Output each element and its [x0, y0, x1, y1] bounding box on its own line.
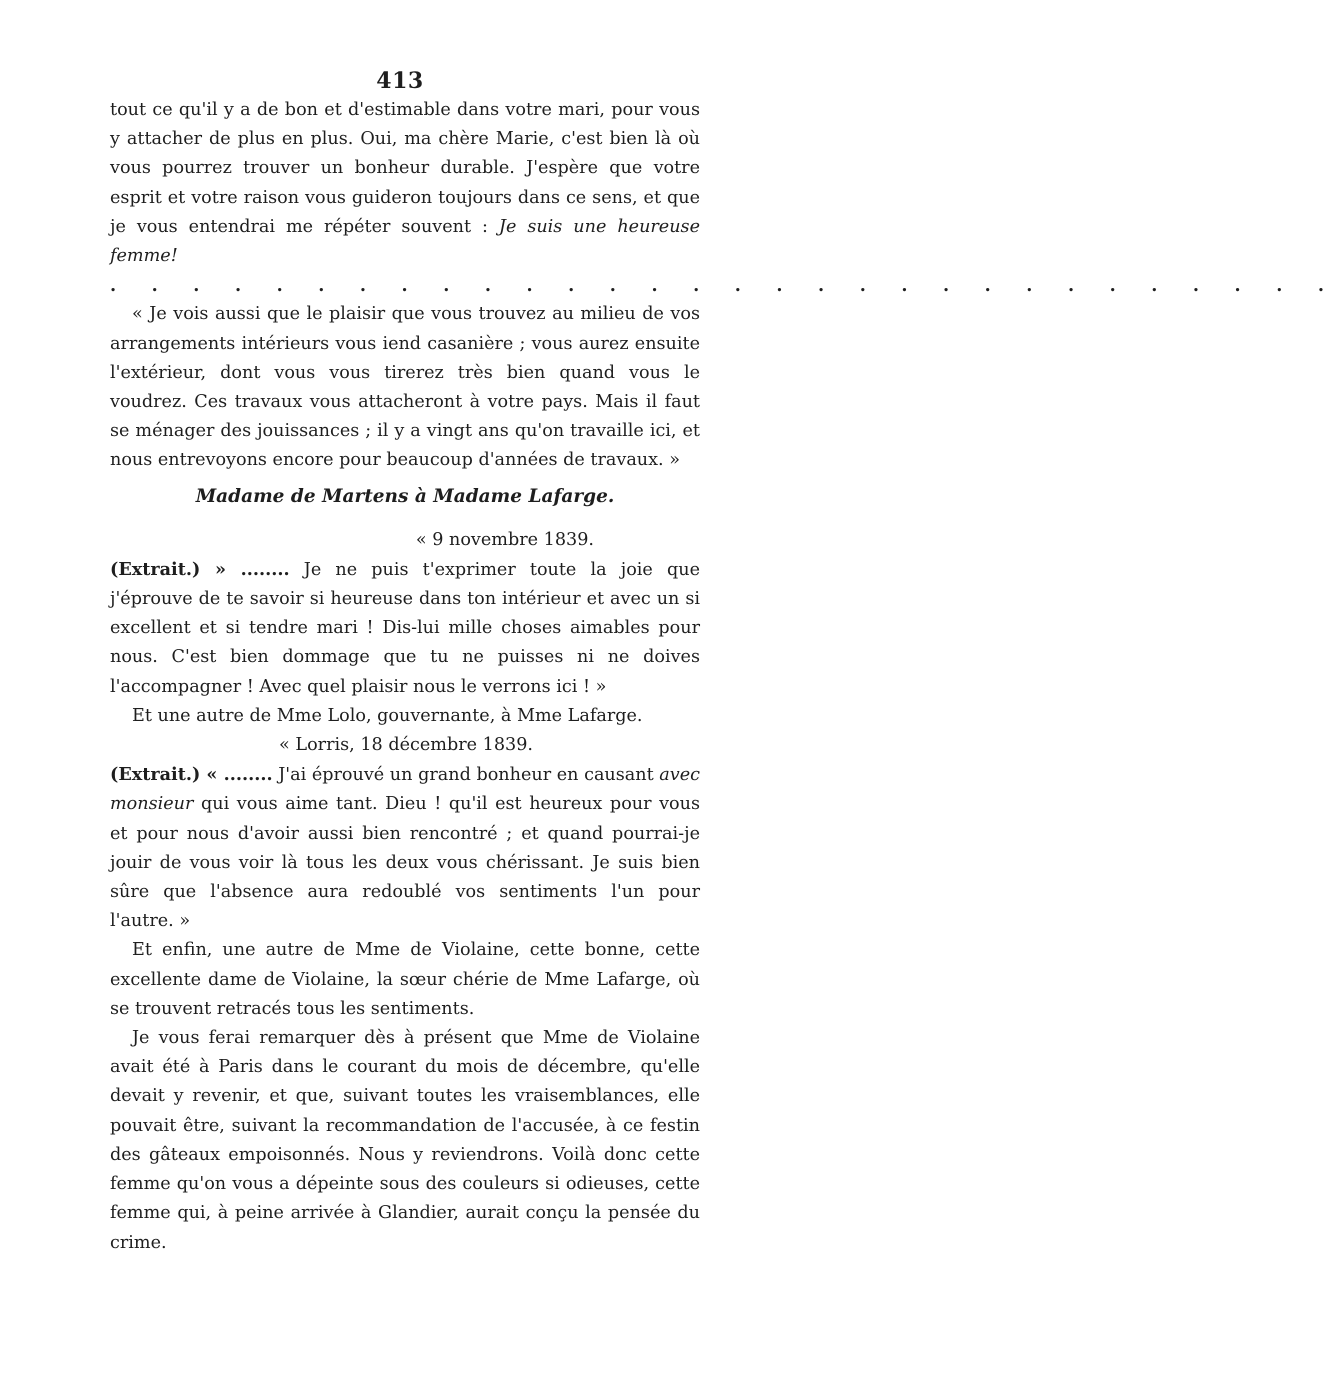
extract-text: Je ne puis t'exprimer toute la joie que j'éprouve de te savoir si heureuse dans ton intérieur et avec un si excellent et si tendre mari ! Dis-lui mille choses aimables pour nous. C'est bien dommage que tu ne puisses ni ne doives l'accompagner ! Avec quel plaisir nous le verrons ici ! »: [110, 559, 700, 697]
paragraph-intro: Et une autre de Mme Lolo, gouvernante, à Mme Lafarge.: [132, 705, 643, 726]
extract-text: J'ai éprouvé un grand bonheur en causant: [272, 765, 660, 786]
paragraph-letter-end: [110, 96, 700, 271]
extract-text: qui vous aime tant. Dieu ! qu'il est heureux pour vous et pour nous d'avoir aussi bien rencontré ; et quand pourrai-je jouir de vous voir là tous les deux vous chérissant. Je suis bien sûre que l'absence aura redoublé vos sentiments l'un pour l'autre. »: [110, 794, 700, 932]
paragraph-extract-1: [110, 555, 700, 702]
paragraph: Je vous ferai remarquer dès à présent que Mme de Violaine avait été à Paris dans le courant du mois de décembre, qu'elle devait y revenir, et que, suivant toutes les vraisemblances, elle pouvait être, suivant la recommandation de l'accusée, à ce festin des gâteaux empoisonnés. Nous y reviendrons. Voilà donc cette femme qu'on vous a dépeinte sous des couleurs si odieuses, cette femme qui, à peine arrivée à Glandier, aurait conçu la pensée du crime.: [110, 1028, 700, 1253]
letter-date: « 9 novembre 1839.: [415, 529, 594, 550]
extract-label: (Extrait.) » ........: [110, 558, 290, 580]
paragraph-quote: « Je vois aussi que le plaisir que vous trouvez au milieu de vos arrangements intérieurs vous iend casanière ; vous aurez ensuite l'extérieur, dont vous vous tirerez très bien quand vous le voudrez. Ces travaux vous attacheront à votre pays. Mais il faut se ménager des jouissances ; il y a vingt ans qu'on travaille ici, et nous entrevoyons encore pour beaucoup d'années de travaux. »: [110, 304, 700, 471]
paragraph-text: tout ce qu'il y a de bon et d'estimable dans votre mari, pour vous y attacher de plus en plus. Oui, ma chère Marie, c'est bien là où vous pourrez trouver un bonheur durable. J'espère que votre esprit et votre raison vous guideron toujours dans ce sens, et que je vous entendrai me répéter souvent :: [110, 100, 700, 237]
letter-heading: Madame de Martens à Madame Lafarge.: [195, 485, 615, 507]
page-number: 413: [376, 68, 424, 94]
paragraph: Et enfin, une autre de Mme de Violaine, cette bonne, cette excellente dame de Violaine, la sœur chérie de Mme Lafarge, où se trouvent retracés tous les sentiments.: [110, 940, 700, 1019]
paragraph-extract-2: [110, 760, 700, 936]
extract-label: (Extrait.) « ........: [110, 764, 273, 786]
body-text: [110, 96, 1339, 1258]
italic-quote: Je suis une heureuse femme!: [110, 216, 700, 267]
italic-phrase: avec monsieur: [110, 765, 700, 815]
ellipsis-row: . . . . . . . . . . . . . . . . . . . . . . . . . . . . . .: [110, 275, 1339, 297]
letter-date: « Lorris, 18 décembre 1839.: [279, 735, 533, 756]
